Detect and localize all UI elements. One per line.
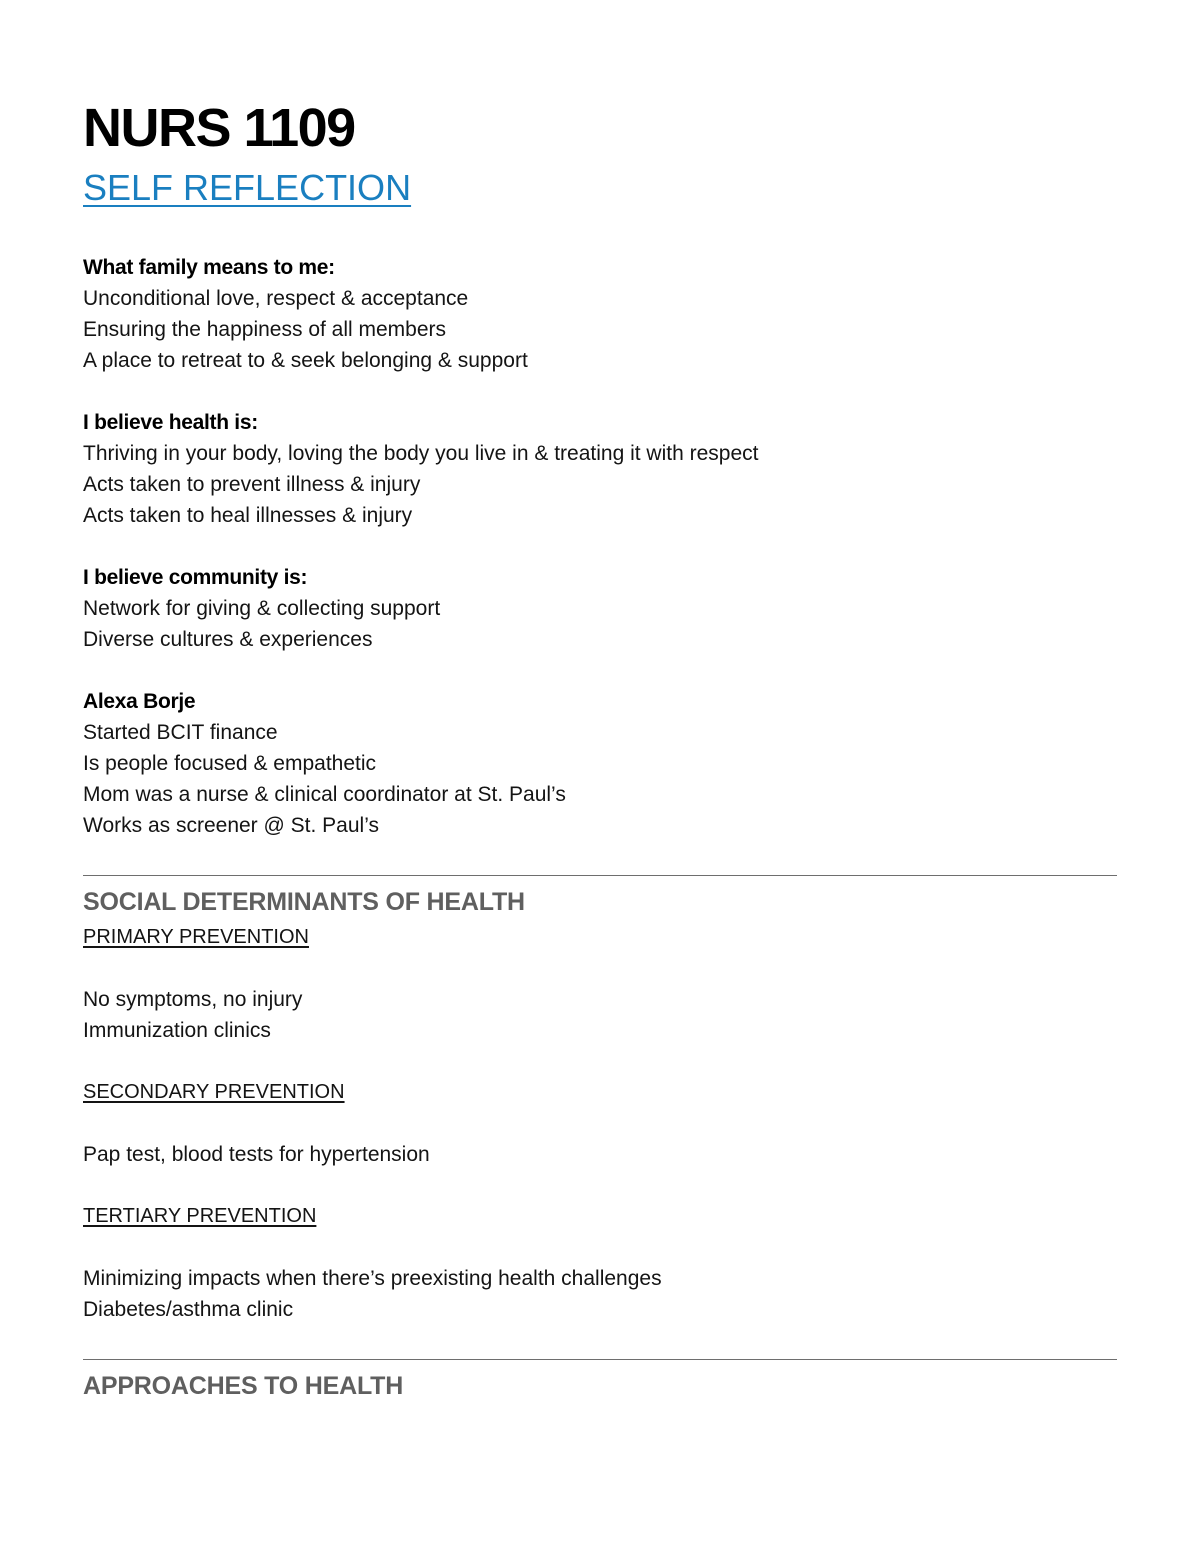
person-line: Is people focused & empathetic (83, 752, 377, 775)
person-line: Started BCIT finance (83, 721, 278, 744)
tertiary-prevention-line: Diabetes/asthma clinic (83, 1298, 294, 1321)
primary-prevention-line: Immunization clinics (83, 1019, 271, 1042)
community-line: Network for giving & collecting support (83, 597, 441, 620)
tertiary-prevention-block (83, 1201, 1117, 1325)
approaches-heading: APPROACHES TO HEALTH (83, 1372, 404, 1400)
family-line: Unconditional love, respect & acceptance (83, 287, 469, 310)
primary-prevention-heading: PRIMARY PREVENTION (83, 926, 309, 948)
sdoh-heading: SOCIAL DETERMINANTS OF HEALTH (83, 888, 525, 916)
tertiary-prevention-heading: TERTIARY PREVENTION (83, 1205, 317, 1227)
person-name: Alexa Borje (83, 690, 196, 713)
family-block (83, 252, 1117, 376)
community-block (83, 562, 1117, 655)
health-line: Acts taken to prevent illness & injury (83, 473, 421, 496)
secondary-prevention-heading: SECONDARY PREVENTION (83, 1081, 345, 1103)
section-divider (83, 1359, 1117, 1360)
person-block (83, 686, 1117, 841)
health-label: I believe health is: (83, 411, 258, 434)
primary-prevention-line: No symptoms, no injury (83, 988, 303, 1011)
family-label: What family means to me: (83, 256, 335, 279)
secondary-prevention-line: Pap test, blood tests for hypertension (83, 1143, 430, 1166)
tertiary-prevention-line: Minimizing impacts when there’s preexisting health challenges (83, 1267, 662, 1290)
primary-prevention-block (83, 922, 1117, 1046)
family-line: Ensuring the happiness of all members (83, 318, 447, 341)
person-line: Works as screener @ St. Paul’s (83, 814, 379, 837)
secondary-prevention-block (83, 1077, 1117, 1170)
family-line: A place to retreat to & seek belonging & support (83, 349, 528, 372)
community-label: I believe community is: (83, 566, 308, 589)
health-line: Thriving in your body, loving the body you live in & treating it with respect (83, 442, 759, 465)
person-line: Mom was a nurse & clinical coordinator at St. Paul’s (83, 783, 566, 806)
document-page (83, 96, 1117, 1402)
health-block (83, 407, 1117, 531)
health-line: Acts taken to heal illnesses & injury (83, 504, 413, 527)
community-line: Diverse cultures & experiences (83, 628, 373, 651)
section-divider (83, 875, 1117, 876)
document-subtitle: SELF REFLECTION (83, 167, 412, 208)
document-title: NURS 1109 (83, 98, 355, 158)
